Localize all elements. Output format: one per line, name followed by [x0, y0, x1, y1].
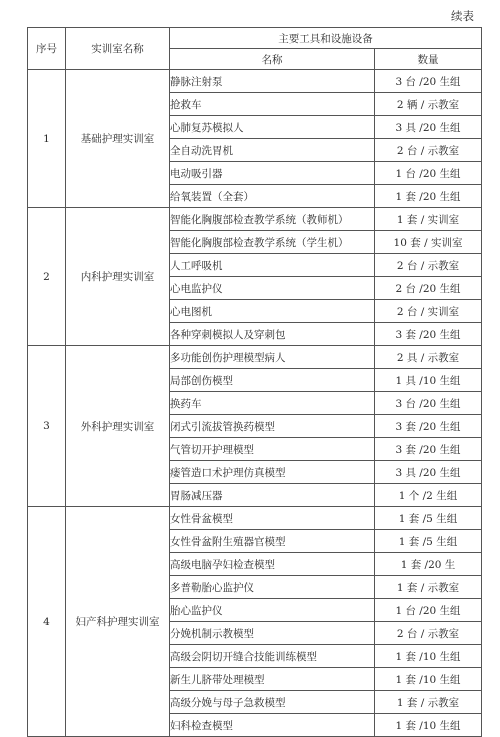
equipment-quantity-cell: 3 具 /20 生组	[375, 461, 482, 484]
equipment-name-cell: 多功能创伤护理模型病人	[170, 346, 375, 369]
equipment-quantity-cell: 2 辆 / 示教室	[375, 93, 482, 116]
room-name-cell: 基础护理实训室	[66, 70, 170, 208]
equipment-name-cell: 瘘管造口术护理仿真模型	[170, 461, 375, 484]
equipment-name-cell: 全自动洗胃机	[170, 139, 375, 162]
table-row	[28, 208, 482, 231]
header-quantity: 数量	[375, 49, 482, 70]
equipment-quantity-cell: 1 个 /2 生组	[375, 484, 482, 507]
equipment-quantity-cell: 1 套 / 示教室	[375, 576, 482, 599]
equipment-quantity-cell: 2 台 / 示教室	[375, 622, 482, 645]
equipment-quantity-cell: 2 台 / 示教室	[375, 139, 482, 162]
equipment-quantity-cell: 2 台 / 实训室	[375, 300, 482, 323]
equipment-quantity-cell: 1 套 /10 生组	[375, 645, 482, 668]
equipment-quantity-cell: 1 套 / 示教室	[375, 691, 482, 714]
equipment-quantity-cell: 3 套 /20 生组	[375, 323, 482, 346]
room-name-cell: 外科护理实训室	[66, 346, 170, 507]
row-index-cell: 1	[28, 70, 66, 208]
continued-label: 续表	[451, 9, 474, 23]
room-name-cell: 内科护理实训室	[66, 208, 170, 346]
row-index-cell: 2	[28, 208, 66, 346]
equipment-quantity-cell: 2 具 / 示教室	[375, 346, 482, 369]
equipment-name-cell: 给氧装置（全套）	[170, 185, 375, 208]
equipment-name-cell: 静脉注射泵	[170, 70, 375, 93]
equipment-quantity-cell: 1 套 /10 生组	[375, 714, 482, 737]
equipment-quantity-cell: 3 套 /20 生组	[375, 415, 482, 438]
equipment-name-cell: 新生儿脐带处理模型	[170, 668, 375, 691]
equipment-quantity-cell: 2 台 / 示教室	[375, 254, 482, 277]
equipment-name-cell: 智能化胸腹部检查教学系统（学生机）	[170, 231, 375, 254]
equipment-name-cell: 电动吸引器	[170, 162, 375, 185]
equipment-name-cell: 智能化胸腹部检查教学系统（教师机）	[170, 208, 375, 231]
equipment-quantity-cell: 1 套 / 实训室	[375, 208, 482, 231]
table-row	[28, 507, 482, 530]
equipment-quantity-cell: 1 具 /10 生组	[375, 369, 482, 392]
equipment-name-cell: 高级电脑孕妇检查模型	[170, 553, 375, 576]
room-name-cell: 妇产科护理实训室	[66, 507, 170, 737]
header-room: 实训室名称	[66, 28, 170, 70]
equipment-quantity-cell: 3 台 /20 生组	[375, 70, 482, 93]
equipment-name-cell: 闭式引流拔管换药模型	[170, 415, 375, 438]
equipment-quantity-cell: 10 套 / 实训室	[375, 231, 482, 254]
table-body	[28, 70, 482, 737]
equipment-name-cell: 高级分娩与母子急救模型	[170, 691, 375, 714]
equipment-name-cell: 换药车	[170, 392, 375, 415]
equipment-name-cell: 胃肠减压器	[170, 484, 375, 507]
header-name: 名称	[170, 49, 375, 70]
equipment-name-cell: 高级会阴切开缝合技能训练模型	[170, 645, 375, 668]
equipment-name-cell: 心肺复苏模拟人	[170, 116, 375, 139]
equipment-name-cell: 心电监护仪	[170, 277, 375, 300]
equipment-quantity-cell: 1 台 /20 生组	[375, 162, 482, 185]
equipment-quantity-cell: 1 套 /20 生	[375, 553, 482, 576]
equipment-quantity-cell: 1 套 /5 生组	[375, 507, 482, 530]
equipment-name-cell: 分娩机制示教模型	[170, 622, 375, 645]
equipment-name-cell: 多普勒胎心监护仪	[170, 576, 375, 599]
equipment-name-cell: 局部创伤模型	[170, 369, 375, 392]
equipment-name-cell: 女性骨盆附生殖器官模型	[170, 530, 375, 553]
equipment-quantity-cell: 2 台 /20 生组	[375, 277, 482, 300]
equipment-quantity-cell: 3 套 /20 生组	[375, 438, 482, 461]
equipment-name-cell: 人工呼吸机	[170, 254, 375, 277]
equipment-quantity-cell: 3 具 /20 生组	[375, 116, 482, 139]
equipment-name-cell: 各种穿刺模拟人及穿刺包	[170, 323, 375, 346]
equipment-quantity-cell: 1 套 /10 生组	[375, 668, 482, 691]
table-row	[28, 70, 482, 93]
equipment-table	[27, 27, 482, 737]
header-index: 序号	[28, 28, 66, 70]
equipment-name-cell: 胎心监护仪	[170, 599, 375, 622]
equipment-name-cell: 气管切开护理模型	[170, 438, 375, 461]
equipment-quantity-cell: 1 套 /20 生组	[375, 185, 482, 208]
row-index-cell: 3	[28, 346, 66, 507]
equipment-quantity-cell: 1 套 /5 生组	[375, 530, 482, 553]
table-row	[28, 346, 482, 369]
equipment-name-cell: 心电图机	[170, 300, 375, 323]
row-index-cell: 4	[28, 507, 66, 737]
equipment-quantity-cell: 3 台 /20 生组	[375, 392, 482, 415]
equipment-quantity-cell: 1 台 /20 生组	[375, 599, 482, 622]
equipment-name-cell: 抢救车	[170, 93, 375, 116]
equipment-name-cell: 妇科检查模型	[170, 714, 375, 737]
equipment-name-cell: 女性骨盆模型	[170, 507, 375, 530]
header-equipment-group: 主要工具和设施设备	[170, 28, 482, 49]
